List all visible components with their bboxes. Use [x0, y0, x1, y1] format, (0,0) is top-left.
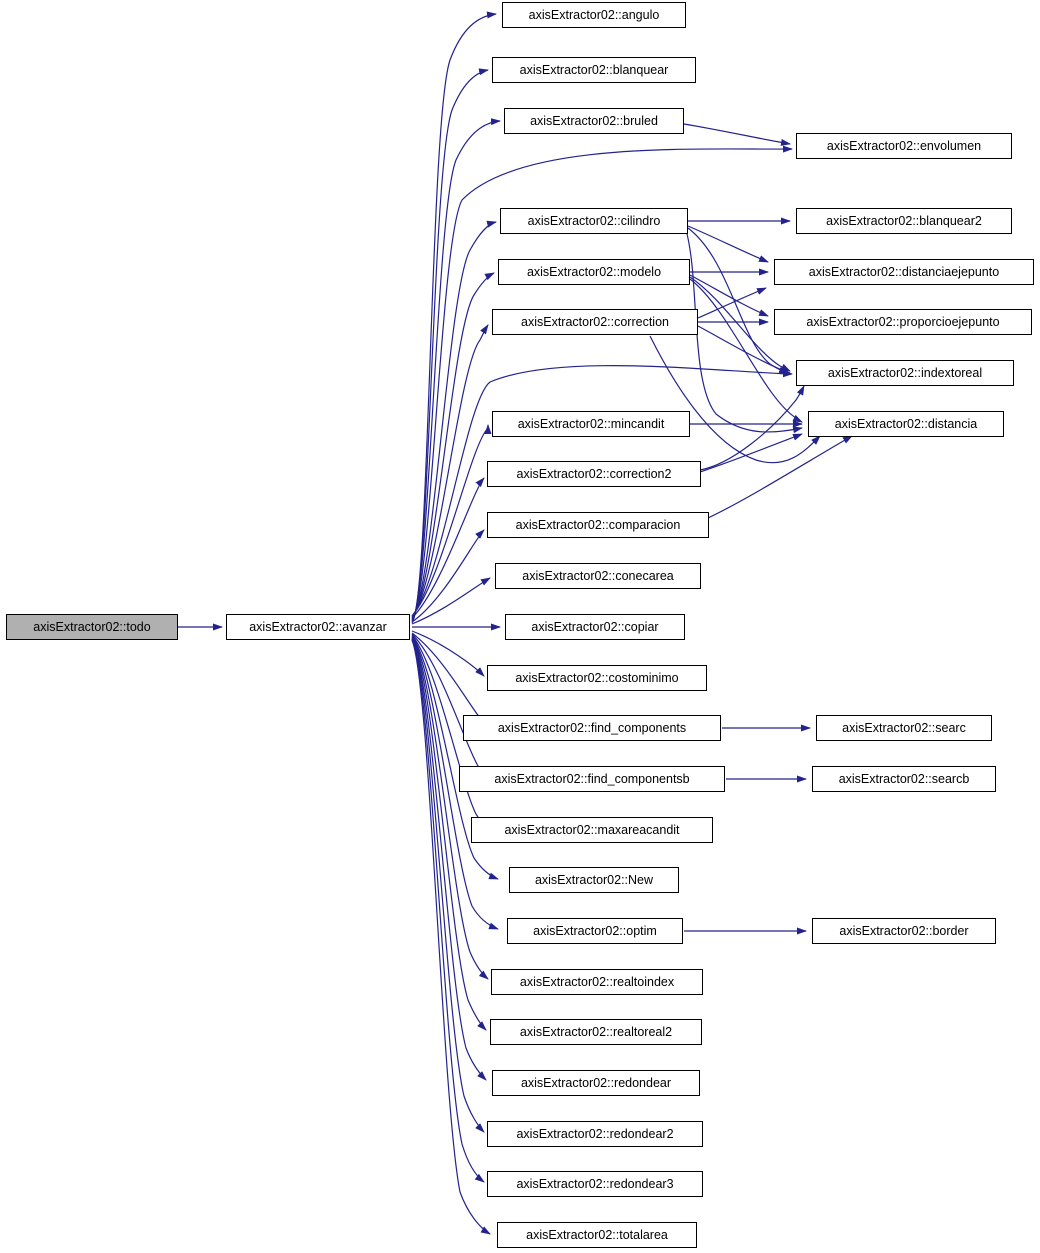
graph-node-totalarea[interactable]: axisExtractor02::totalarea — [497, 1222, 697, 1248]
call-edge — [690, 279, 802, 422]
call-edge — [690, 275, 768, 316]
graph-node-costominimo[interactable]: axisExtractor02::costominimo — [487, 665, 707, 691]
graph-node-correction2[interactable]: axisExtractor02::correction2 — [487, 461, 701, 487]
call-edge — [412, 325, 488, 617]
graph-node-conecarea[interactable]: axisExtractor02::conecarea — [495, 563, 701, 589]
graph-node-find_componentsb[interactable]: axisExtractor02::find_componentsb — [459, 766, 725, 792]
graph-node-blanquear2[interactable]: axisExtractor02::blanquear2 — [796, 208, 1012, 234]
call-edge — [700, 386, 804, 470]
graph-node-border[interactable]: axisExtractor02::border — [812, 918, 996, 944]
graph-node-envolumen[interactable]: axisExtractor02::envolumen — [796, 133, 1012, 159]
graph-node-maxareacandit[interactable]: axisExtractor02::maxareacandit — [471, 817, 713, 843]
graph-node-distanciaejepunto[interactable]: axisExtractor02::distanciaejepunto — [774, 259, 1034, 285]
graph-node-mincandit[interactable]: axisExtractor02::mincandit — [492, 411, 690, 437]
graph-node-correction[interactable]: axisExtractor02::correction — [492, 309, 698, 335]
graph-node-cilindro[interactable]: axisExtractor02::cilindro — [500, 208, 688, 234]
graph-node-angulo[interactable]: axisExtractor02::angulo — [502, 2, 686, 28]
graph-node-avanzar[interactable]: axisExtractor02::avanzar — [226, 614, 410, 640]
graph-node-indextoreal[interactable]: axisExtractor02::indextoreal — [796, 360, 1014, 386]
graph-node-proporcioejepunto[interactable]: axisExtractor02::proporcioejepunto — [774, 309, 1032, 335]
graph-node-blanquear[interactable]: axisExtractor02::blanquear — [492, 57, 696, 83]
graph-node-redondear3[interactable]: axisExtractor02::redondear3 — [487, 1171, 703, 1197]
graph-node-optim[interactable]: axisExtractor02::optim — [507, 918, 683, 944]
graph-node-comparacion[interactable]: axisExtractor02::comparacion — [487, 512, 709, 538]
call-edge — [708, 436, 852, 518]
graph-node-find_components[interactable]: axisExtractor02::find_components — [463, 715, 721, 741]
graph-node-New[interactable]: axisExtractor02::New — [509, 867, 679, 893]
graph-node-realtoreal2[interactable]: axisExtractor02::realtoreal2 — [490, 1019, 702, 1045]
call-edge — [700, 434, 802, 472]
graph-node-searcb[interactable]: axisExtractor02::searcb — [812, 766, 996, 792]
call-edge — [688, 226, 768, 262]
graph-node-modelo[interactable]: axisExtractor02::modelo — [498, 259, 690, 285]
graph-node-redondear[interactable]: axisExtractor02::redondear — [492, 1070, 700, 1096]
graph-node-realtoindex[interactable]: axisExtractor02::realtoindex — [491, 969, 703, 995]
graph-node-redondear2[interactable]: axisExtractor02::redondear2 — [487, 1121, 703, 1147]
graph-node-distancia[interactable]: axisExtractor02::distancia — [808, 411, 1004, 437]
graph-node-searc[interactable]: axisExtractor02::searc — [816, 715, 992, 741]
graph-node-bruled[interactable]: axisExtractor02::bruled — [504, 108, 684, 134]
graph-node-copiar[interactable]: axisExtractor02::copiar — [505, 614, 685, 640]
call-edge — [684, 124, 790, 144]
graph-node-todo[interactable]: axisExtractor02::todo — [6, 614, 178, 640]
call-edge — [650, 336, 820, 463]
